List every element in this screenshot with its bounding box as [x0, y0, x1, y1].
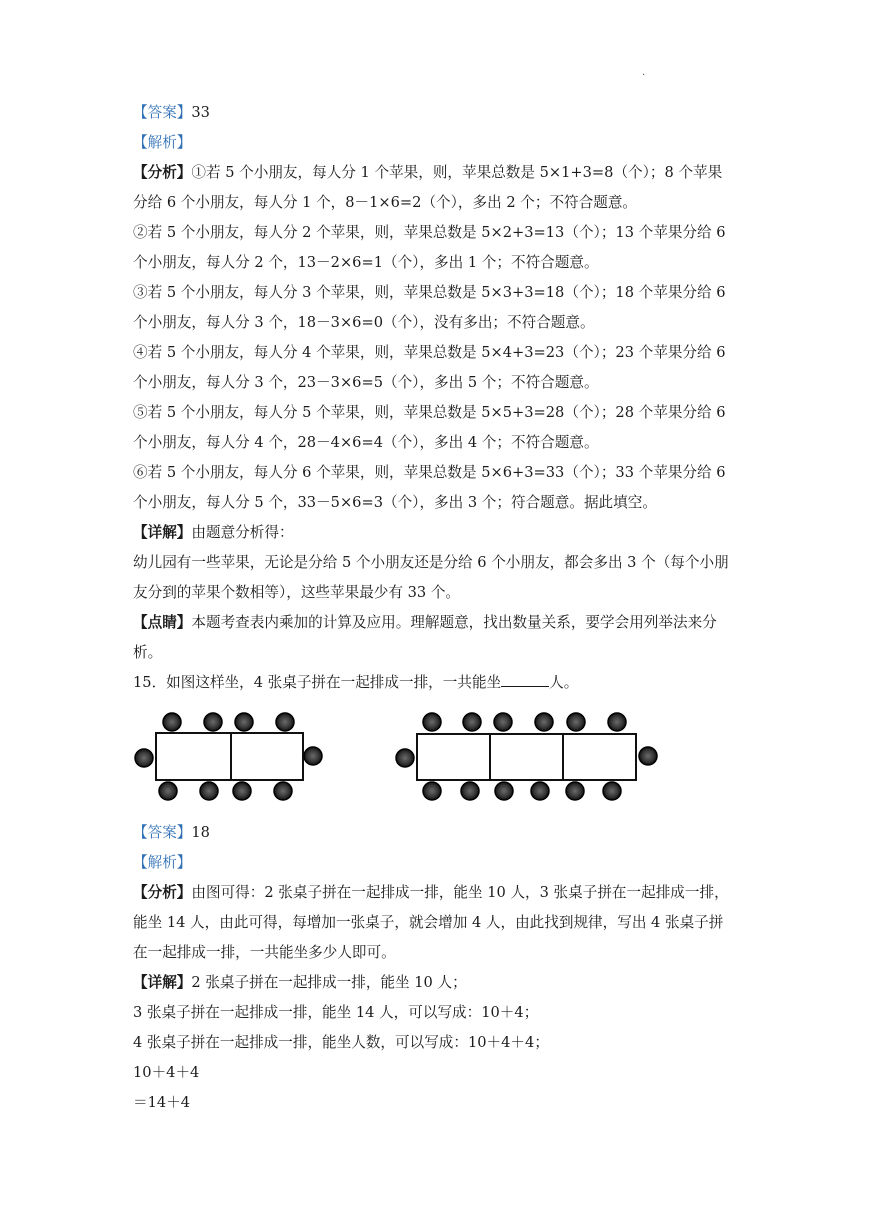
xiangjie-2-line-4: ＝14＋4: [133, 1094, 191, 1111]
table: [490, 734, 563, 780]
seat: [463, 713, 481, 731]
fenxi-1-line-9: 个小朋友，每人分 4 个，28－4×6=4（个），多出 4 个；不符合题意。: [133, 434, 599, 451]
xiangjie-1-line-0: [133, 518, 743, 548]
fenxi-text: 由图可得：2 张桌子拼在一起排成一排，能坐 10 人，3 张桌子拼在一起排成一排，: [191, 884, 729, 901]
fenxi-text: ①若 5 个小朋友，每人分 1 个苹果，则，苹果总数是 5×1+3=8（个）；8 个苹果: [191, 164, 723, 181]
xiangjie-2-line-1: 3 张桌子拼在一起排成一排，能坐 14 人，可以写成：10＋4；: [133, 1004, 539, 1021]
question-15-text: 15．如图这样坐，4 张桌子拼在一起排成一排，一共能坐: [133, 674, 502, 691]
table-seating-figure: [130, 708, 670, 808]
answer-blank: [501, 672, 549, 687]
three-table-arrangement: [396, 713, 657, 800]
seat: [304, 747, 322, 765]
seating-diagram: [130, 708, 670, 808]
question-15: [133, 668, 743, 698]
analysis-tag: 【解析】: [133, 854, 192, 871]
question-15-suffix: 人。: [549, 674, 579, 691]
dianjing-line-0: [133, 608, 743, 638]
fenxi-1-line-10: ⑥若 5 个小朋友，每人分 6 个苹果，则，苹果总数是 5×6+3=33（个）；33 个苹果分给 6: [133, 464, 726, 481]
seat: [235, 713, 253, 731]
xiangjie-text: 2 张桌子拼在一起排成一排，能坐 10 人；: [191, 974, 467, 991]
table: [563, 734, 636, 780]
answer-value: 18: [191, 824, 210, 841]
xiangjie-1-line-1: 幼儿园有一些苹果，无论是分给 5 个小朋友还是分给 6 个小朋友，都会多出 3 个（每个小朋: [133, 554, 729, 571]
table: [231, 733, 303, 780]
table: [417, 734, 490, 780]
answer-1-line: [133, 98, 743, 128]
xiangjie-text: 由题意分析得：: [191, 524, 294, 541]
seat: [159, 782, 177, 800]
seat: [494, 713, 512, 731]
seat: [461, 782, 479, 800]
fenxi-tag: 【分析】: [133, 884, 192, 901]
fenxi-1-line-2: ②若 5 个小朋友，每人分 2 个苹果，则，苹果总数是 5×2+3=13（个）；13 个苹果分给 6: [133, 224, 726, 241]
fenxi-1-line-6: ④若 5 个小朋友，每人分 4 个苹果，则，苹果总数是 5×4+3=23（个）；23 个苹果分给 6: [133, 344, 726, 361]
xiangjie-tag: 【详解】: [133, 974, 192, 991]
fenxi-1-line-7: 个小朋友，每人分 3 个，23－3×6=5（个），多出 5 个；不符合题意。: [133, 374, 599, 391]
fenxi-1-line-5: 个小朋友，每人分 3 个，18－3×6=0（个），没有多出；不符合题意。: [133, 314, 595, 331]
seat: [566, 782, 584, 800]
dianjing-line-1: 析。: [133, 644, 163, 661]
fenxi-1-line-3: 个小朋友，每人分 2 个，13－2×6=1（个），多出 1 个；不符合题意。: [133, 254, 599, 271]
xiangjie-2-line-2: 4 张桌子拼在一起排成一排，能坐人数，可以写成：10＋4＋4；: [133, 1034, 549, 1051]
fenxi-1-line-0: [133, 158, 743, 188]
xiangjie-2-line-3: 10＋4＋4: [133, 1064, 200, 1081]
seat: [639, 747, 657, 765]
answer-value: 33: [191, 104, 210, 121]
seat: [163, 713, 181, 731]
table: [156, 733, 231, 780]
fenxi-1-line-1: 分给 6 个小朋友，每人分 1 个，8－1×6=2（个），多出 2 个；不符合题意。: [133, 194, 638, 211]
seat: [423, 713, 441, 731]
seat: [204, 713, 222, 731]
seat: [603, 782, 621, 800]
two-table-arrangement: [135, 713, 322, 800]
seat: [200, 782, 218, 800]
seat: [608, 713, 626, 731]
seat: [531, 782, 549, 800]
page-mark: ·: [642, 70, 646, 81]
fenxi-1-line-8: ⑤若 5 个小朋友，每人分 5 个苹果，则，苹果总数是 5×5+3=28（个）；28 个苹果分给 6: [133, 404, 726, 421]
seat: [396, 749, 414, 767]
seat: [276, 713, 294, 731]
xiangjie-1-line-2: 友分到的苹果个数相等），这些苹果最少有 33 个。: [133, 584, 461, 601]
seat: [233, 782, 251, 800]
fenxi-2-line-1: 能坐 14 人，由此可得，每增加一张桌子，就会增加 4 人，由此找到规律，写出 4 张桌子拼: [133, 914, 724, 931]
xiangjie-tag: 【详解】: [133, 524, 192, 541]
fenxi-2-line-2: 在一起排成一排，一共能坐多少人即可。: [133, 944, 396, 961]
analysis-tag: 【解析】: [133, 134, 192, 151]
answer-tag: 【答案】: [133, 824, 192, 841]
seat: [495, 782, 513, 800]
xiangjie-2-line-0: [133, 968, 743, 998]
fenxi-1-line-11: 个小朋友，每人分 5 个，33－5×6=3（个），多出 3 个；符合题意。据此填空。: [133, 494, 657, 511]
seat: [423, 782, 441, 800]
seat: [135, 749, 153, 767]
seat: [535, 713, 553, 731]
fenxi-2-line-0: [133, 878, 743, 908]
dianjing-text: 本题考查表内乘加的计算及应用。理解题意，找出数量关系，要学会用列举法来分: [191, 614, 717, 631]
seat: [567, 713, 585, 731]
fenxi-tag: 【分析】: [133, 164, 192, 181]
fenxi-1-line-4: ③若 5 个小朋友，每人分 3 个苹果，则，苹果总数是 5×3+3=18（个）；18 个苹果分给 6: [133, 284, 726, 301]
dianjing-tag: 【点睛】: [133, 614, 192, 631]
answer-2-line: [133, 818, 743, 848]
document-body: [133, 98, 743, 1118]
seat: [274, 782, 292, 800]
answer-tag: 【答案】: [133, 104, 192, 121]
